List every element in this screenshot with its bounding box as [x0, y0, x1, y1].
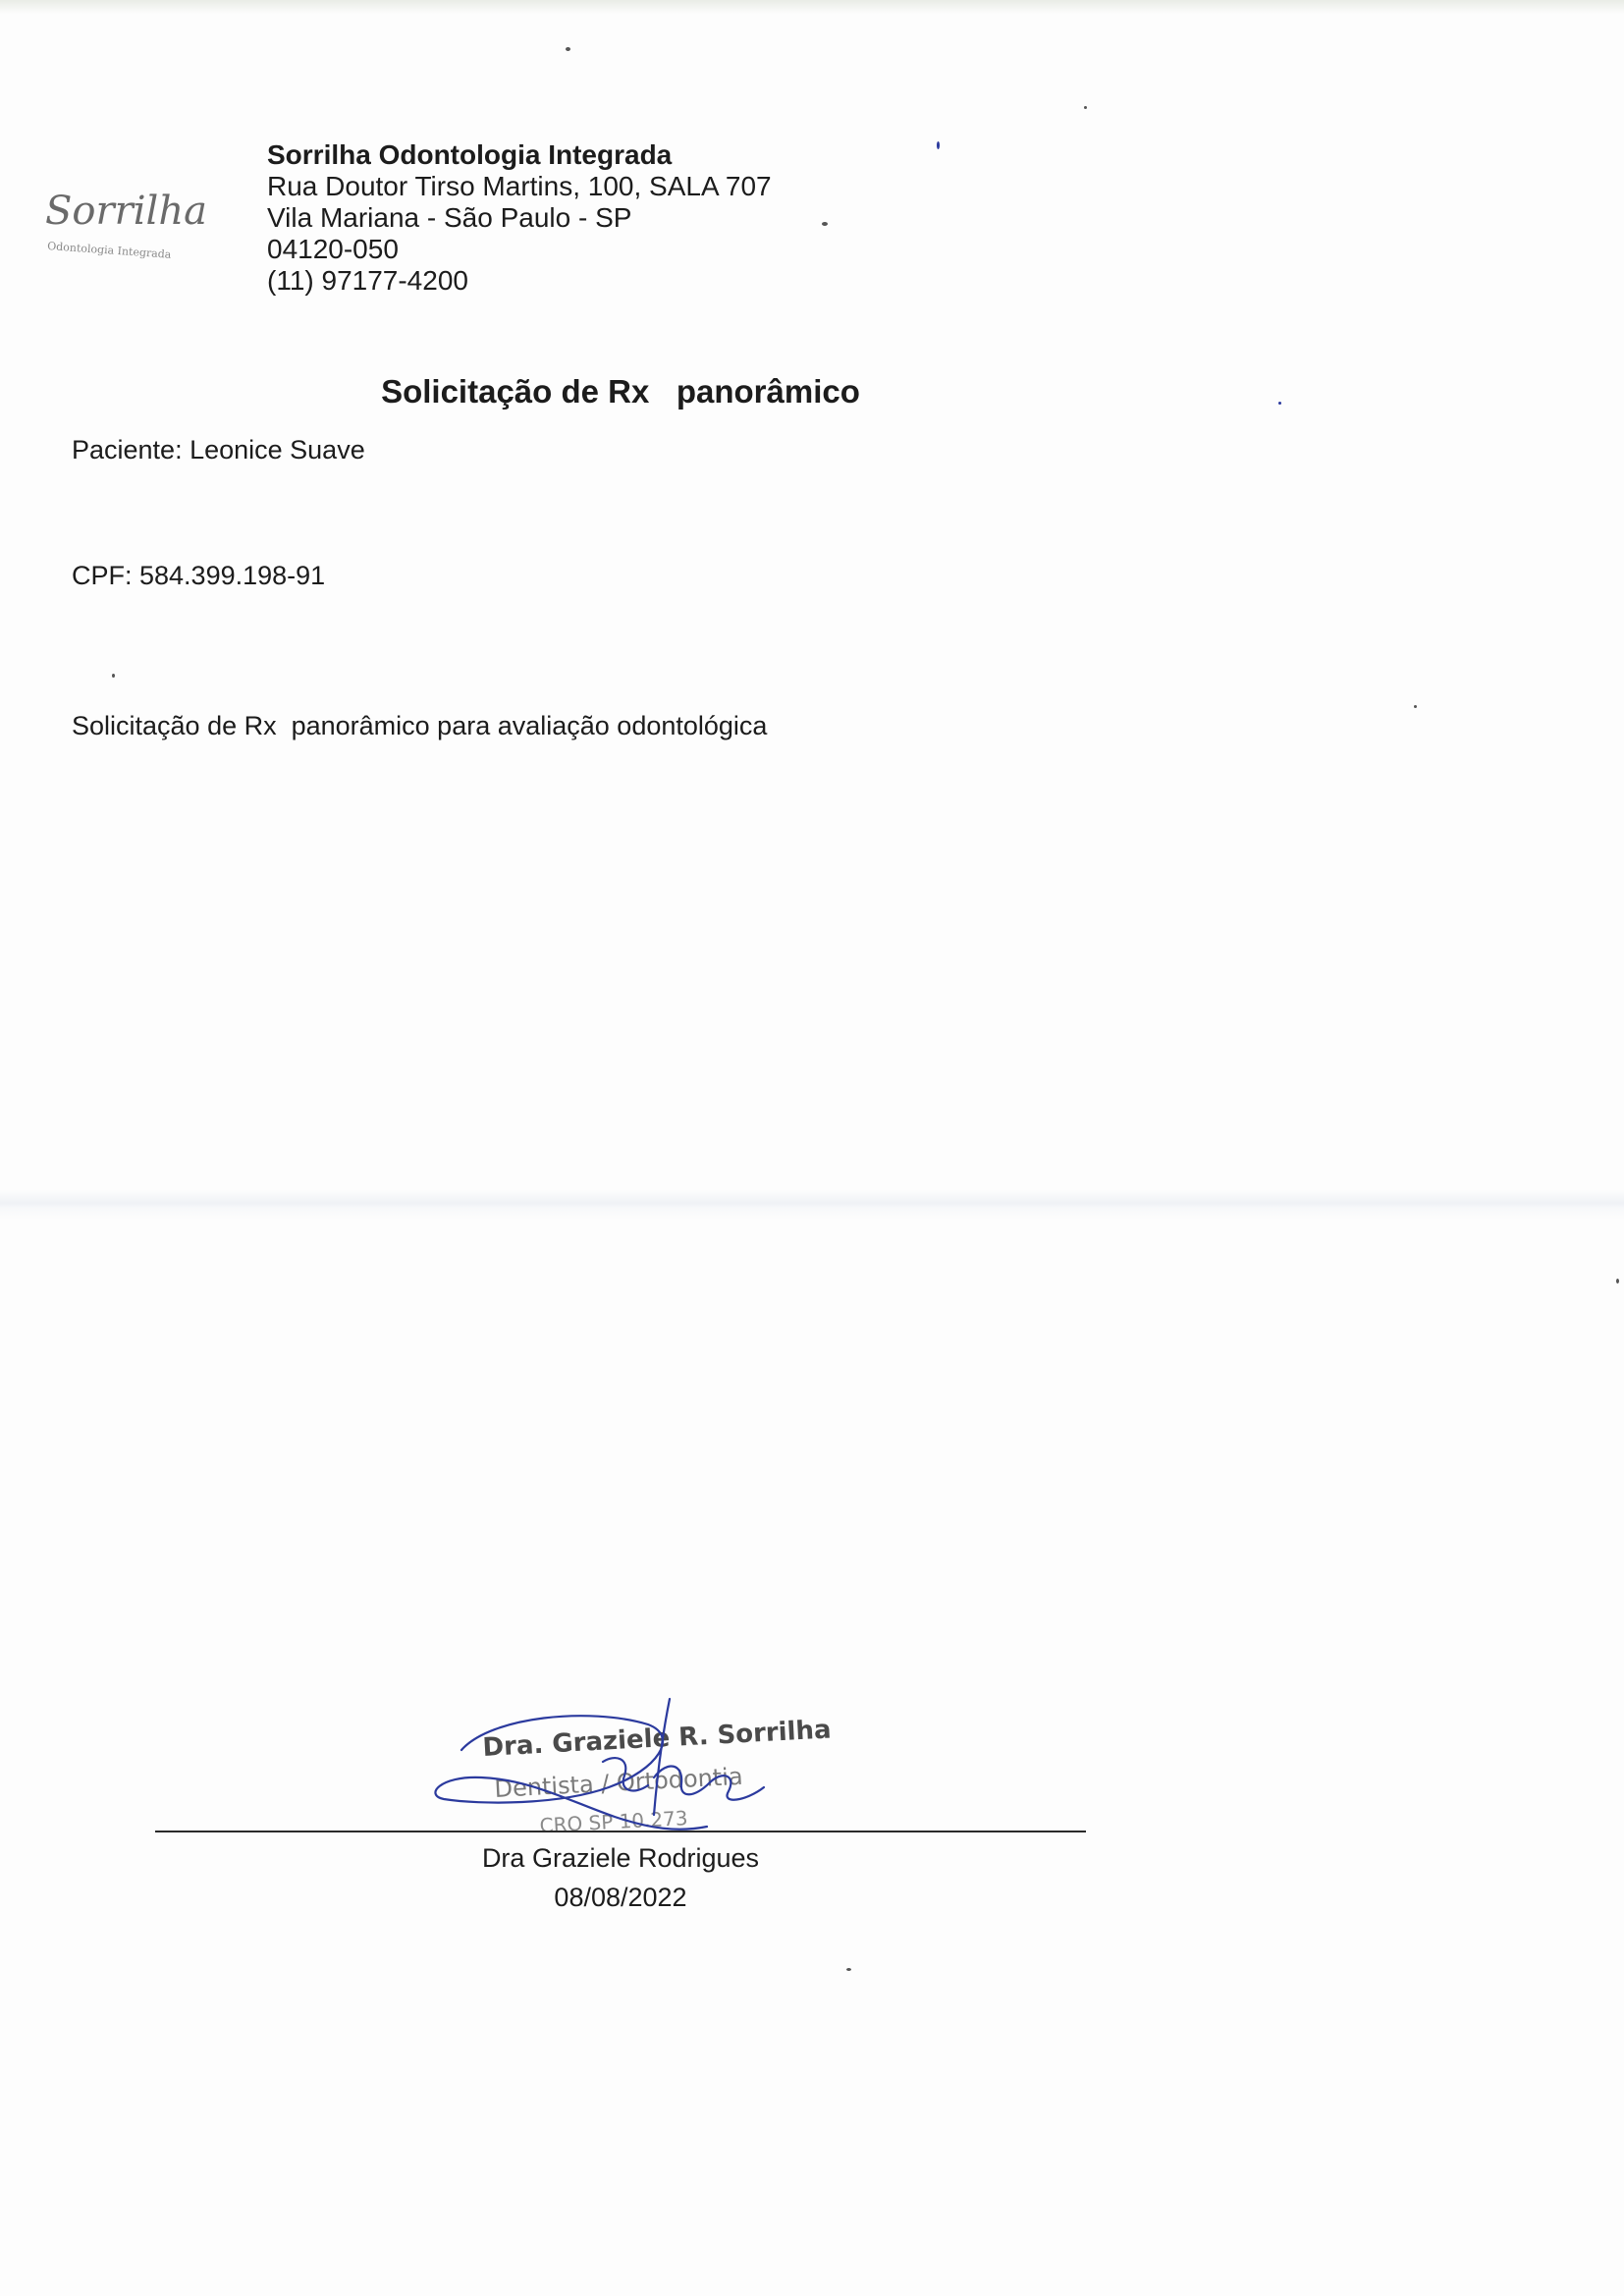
stamp-title: Dentista / Ortodontia [493, 1762, 744, 1803]
logo-wordmark: Sorrilha [45, 189, 207, 234]
clinic-name: Sorrilha Odontologia Integrada [267, 139, 673, 170]
clinic-logo-image [39, 179, 206, 277]
clinic-address: Rua Doutor Tirso Martins, 100, SALA 707 [267, 171, 772, 201]
scan-speck [822, 222, 828, 226]
doctor-name: Dra Graziele Rodrigues [481, 1843, 760, 1873]
scan-edge [0, 0, 1624, 14]
scan-speck [846, 1968, 851, 1971]
stamp-name: Dra. Graziele R. Sorrilha [481, 1715, 833, 1763]
document-title: Solicitação de Rx panorâmico [381, 373, 860, 410]
stamp-registration: CRO SP 10.273 [539, 1806, 689, 1837]
scan-speck [566, 47, 570, 51]
letterhead [267, 139, 772, 297]
request-text: Solicitação de Rx panorâmico para avaliação odontológica [72, 711, 768, 740]
signature-line [155, 1831, 1086, 1832]
clinic-logo [39, 179, 206, 277]
scan-speck [1414, 705, 1417, 708]
clinic-postal-code: 04120-050 [267, 234, 399, 264]
scan-speck [112, 674, 115, 678]
logo-tagline: Odontologia Integrada [46, 240, 172, 261]
patient-cpf: CPF: 584.399.198-91 [72, 561, 326, 590]
paper-fold-crease [0, 1190, 1624, 1220]
patient-name: Paciente: Leonice Suave [72, 435, 365, 465]
clinic-district-city: Vila Mariana - São Paulo - SP [267, 202, 632, 233]
scan-speck [1616, 1279, 1619, 1284]
scan-speck [1278, 402, 1281, 405]
clinic-phone: (11) 97177-4200 [267, 265, 468, 296]
document-date: 08/08/2022 [554, 1883, 687, 1912]
scan-speck [937, 141, 940, 149]
scan-speck [1084, 106, 1087, 109]
signature-image [422, 1689, 833, 1846]
signature-stamp [422, 1689, 833, 1846]
